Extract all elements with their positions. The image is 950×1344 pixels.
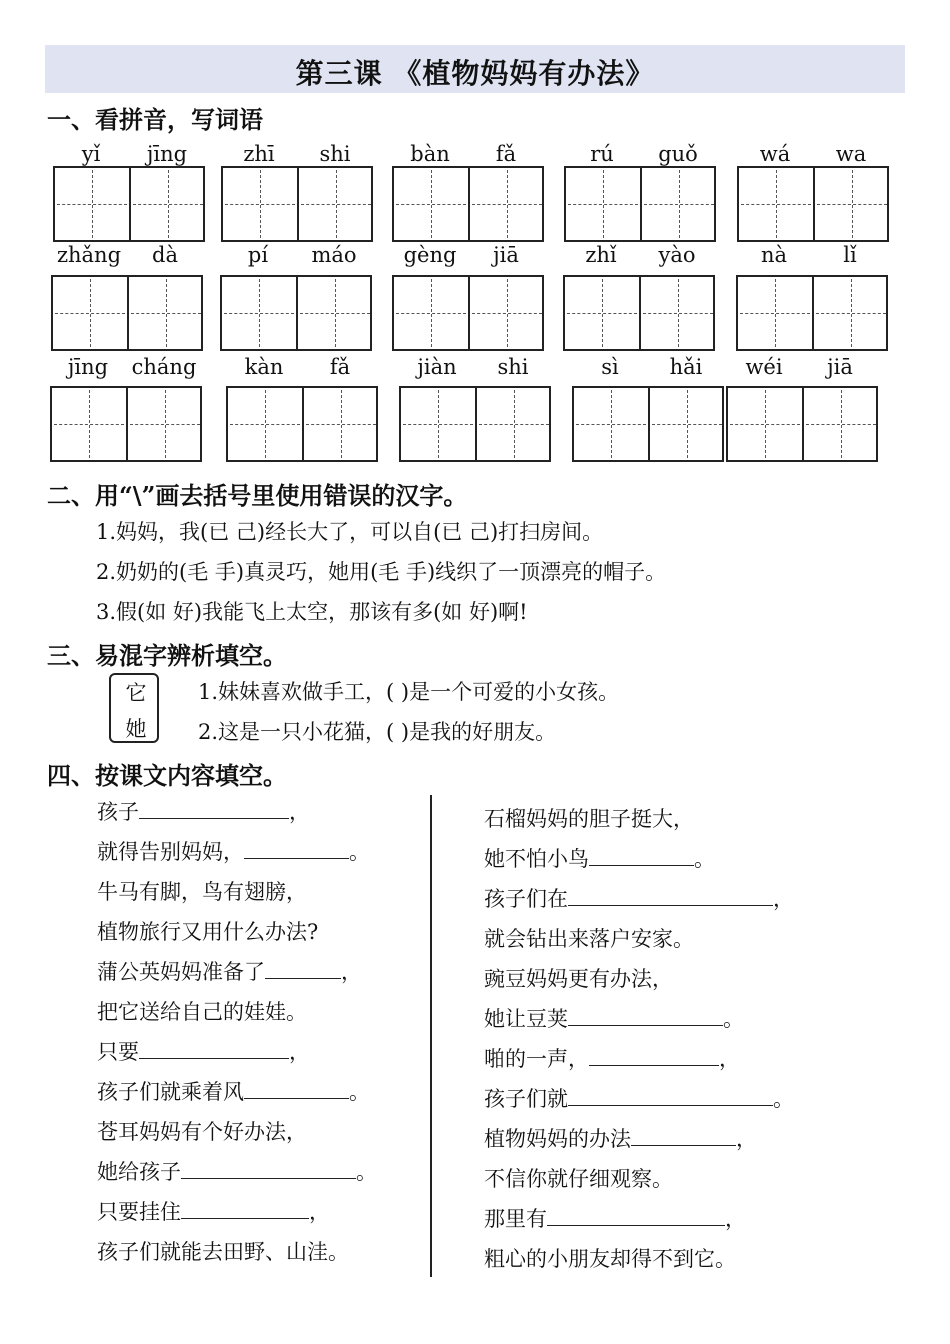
section-3-heading: 三、易混字辨析填空。 bbox=[47, 641, 287, 670]
pinyin-syllable: shi bbox=[497, 355, 529, 379]
pinyin-syllable: shi bbox=[319, 142, 351, 166]
pinyin-syllable: fǎ bbox=[329, 355, 351, 379]
punctuation: ， bbox=[719, 1047, 740, 1071]
answer-blank[interactable] bbox=[139, 800, 289, 819]
answer-blank[interactable] bbox=[589, 847, 694, 866]
poem-text: 孩子 bbox=[97, 800, 139, 824]
pinyin-syllable: zhī bbox=[243, 142, 275, 166]
writing-cell[interactable] bbox=[574, 388, 648, 460]
answer-blank[interactable] bbox=[181, 1160, 356, 1179]
punctuation: ， bbox=[289, 1040, 310, 1064]
poem-line bbox=[97, 1116, 307, 1146]
pinyin-syllable: jīng bbox=[146, 142, 188, 166]
writing-cell[interactable] bbox=[223, 168, 297, 240]
column-divider bbox=[430, 795, 432, 1277]
writing-cell[interactable] bbox=[296, 277, 372, 349]
poem-text: 牛马有脚，鸟有翅膀， bbox=[97, 880, 307, 904]
poem-text: 孩子们就能去田野、山洼。 bbox=[97, 1240, 349, 1264]
writing-cell[interactable] bbox=[55, 168, 129, 240]
tianzige-box[interactable] bbox=[392, 166, 544, 242]
pinyin-pair bbox=[226, 355, 378, 383]
poem-line bbox=[484, 1003, 744, 1033]
pinyin-syllable: gèng bbox=[403, 243, 457, 267]
tianzige-box[interactable] bbox=[726, 386, 878, 462]
poem-line bbox=[484, 923, 694, 953]
poem-line bbox=[97, 1036, 310, 1066]
choice-ta-she: 她 bbox=[125, 717, 147, 741]
poem-text: 只要 bbox=[97, 1040, 139, 1064]
pinyin-syllable: hǎi bbox=[669, 355, 703, 379]
writing-cell[interactable] bbox=[565, 277, 639, 349]
correction-item-3: 3.假(如 好)我能飞上太空，那该有多(如 好)啊! bbox=[96, 600, 528, 624]
pinyin-pair bbox=[726, 355, 878, 383]
pinyin-pair bbox=[399, 355, 551, 383]
punctuation: ， bbox=[736, 1127, 757, 1151]
pinyin-pair bbox=[392, 243, 544, 271]
section-4-heading: 四、按课文内容填空。 bbox=[47, 761, 287, 790]
pinyin-syllable: dà bbox=[152, 243, 178, 267]
pinyin-syllable: zhǐ bbox=[585, 243, 617, 267]
tianzige-box[interactable] bbox=[564, 166, 716, 242]
writing-cell[interactable] bbox=[52, 388, 126, 460]
poem-line bbox=[484, 1243, 736, 1273]
poem-text: 孩子们就 bbox=[484, 1087, 568, 1111]
pinyin-syllable: cháng bbox=[131, 355, 197, 379]
pinyin-pair bbox=[736, 243, 888, 271]
poem-line bbox=[484, 1163, 673, 1193]
punctuation: ， bbox=[341, 960, 362, 984]
pinyin-syllable: kàn bbox=[244, 355, 284, 379]
pinyin-syllable: jiā bbox=[493, 243, 519, 267]
punctuation: ， bbox=[309, 1200, 330, 1224]
writing-cell[interactable] bbox=[401, 388, 475, 460]
writing-cell[interactable] bbox=[475, 388, 551, 460]
answer-blank[interactable] bbox=[568, 1007, 723, 1026]
pinyin-syllable: yǐ bbox=[81, 142, 101, 166]
poem-line bbox=[97, 796, 310, 826]
poem-text: 植物妈妈的办法 bbox=[484, 1127, 631, 1151]
writing-cell[interactable] bbox=[640, 168, 716, 240]
writing-cell[interactable] bbox=[648, 388, 724, 460]
tianzige-box[interactable] bbox=[736, 275, 888, 351]
writing-cell[interactable] bbox=[129, 168, 205, 240]
writing-cell[interactable] bbox=[812, 277, 888, 349]
tianzige-box[interactable] bbox=[563, 275, 715, 351]
answer-blank[interactable] bbox=[568, 887, 773, 906]
poem-text: 啪的一声， bbox=[484, 1047, 589, 1071]
tianzige-box[interactable] bbox=[392, 275, 544, 351]
pinyin-syllable: fǎ bbox=[495, 142, 517, 166]
punctuation: 。 bbox=[349, 1080, 370, 1104]
poem-line bbox=[484, 1203, 746, 1233]
punctuation: 。 bbox=[694, 847, 715, 871]
correction-item-2: 2.奶奶的(毛 手)真灵巧，她用(毛 手)线织了一顶漂亮的帽子。 bbox=[96, 560, 667, 584]
pinyin-pair bbox=[220, 243, 372, 271]
writing-cell[interactable] bbox=[297, 168, 373, 240]
poem-text: 豌豆妈妈更有办法， bbox=[484, 967, 673, 991]
poem-line bbox=[484, 1083, 794, 1113]
poem-text: 就得告别妈妈， bbox=[97, 840, 244, 864]
tianzige-box[interactable] bbox=[399, 386, 551, 462]
poem-line bbox=[484, 843, 715, 873]
poem-line bbox=[97, 876, 307, 906]
pinyin-syllable: bàn bbox=[410, 142, 450, 166]
pinyin-syllable: guǒ bbox=[658, 142, 698, 166]
punctuation: 。 bbox=[349, 840, 370, 864]
writing-cell[interactable] bbox=[738, 277, 812, 349]
writing-cell[interactable] bbox=[566, 168, 640, 240]
answer-blank[interactable] bbox=[139, 1040, 289, 1059]
writing-cell[interactable] bbox=[728, 388, 802, 460]
pinyin-pair bbox=[50, 355, 202, 383]
answer-blank[interactable] bbox=[244, 1080, 349, 1099]
pinyin-syllable: wa bbox=[835, 142, 867, 166]
tianzige-box[interactable] bbox=[737, 166, 889, 242]
poem-text: 粗心的小朋友却得不到它。 bbox=[484, 1247, 736, 1271]
poem-line bbox=[484, 883, 794, 913]
poem-line bbox=[97, 1236, 349, 1266]
pinyin-syllable: yào bbox=[658, 243, 696, 267]
poem-text: 她让豆荚 bbox=[484, 1007, 568, 1031]
tianzige-box[interactable] bbox=[51, 275, 203, 351]
writing-cell[interactable] bbox=[813, 168, 889, 240]
writing-cell[interactable] bbox=[394, 277, 468, 349]
writing-cell[interactable] bbox=[302, 388, 378, 460]
answer-blank[interactable] bbox=[547, 1207, 725, 1226]
answer-blank[interactable] bbox=[631, 1127, 736, 1146]
answer-blank[interactable] bbox=[568, 1087, 773, 1106]
writing-cell[interactable] bbox=[126, 388, 202, 460]
word-choice-box bbox=[109, 673, 159, 743]
poem-text: 她不怕小鸟 bbox=[484, 847, 589, 871]
pinyin-pair bbox=[51, 243, 203, 271]
tianzige-box[interactable] bbox=[220, 275, 372, 351]
pinyin-syllable: jiā bbox=[827, 355, 853, 379]
writing-cell[interactable] bbox=[53, 277, 127, 349]
answer-blank[interactable] bbox=[181, 1200, 309, 1219]
answer-blank[interactable] bbox=[244, 840, 349, 859]
poem-line bbox=[97, 956, 362, 986]
poem-line bbox=[484, 1043, 740, 1073]
correction-item-1: 1.妈妈，我(已 己)经长大了，可以自(已 己)打扫房间。 bbox=[96, 520, 604, 544]
poem-line bbox=[97, 916, 318, 946]
writing-cell[interactable] bbox=[639, 277, 715, 349]
writing-cell[interactable] bbox=[228, 388, 302, 460]
pinyin-syllable: jiàn bbox=[417, 355, 457, 379]
pinyin-syllable: rú bbox=[590, 142, 614, 166]
pinyin-syllable: pí bbox=[247, 243, 269, 267]
answer-blank[interactable] bbox=[265, 960, 341, 979]
writing-cell[interactable] bbox=[739, 168, 813, 240]
pinyin-syllable: wéi bbox=[745, 355, 783, 379]
pinyin-syllable: lǐ bbox=[843, 243, 857, 267]
poem-text: 石榴妈妈的胆子挺大， bbox=[484, 807, 694, 831]
poem-line bbox=[484, 1123, 757, 1153]
poem-line bbox=[97, 1076, 370, 1106]
poem-text: 苍耳妈妈有个好办法， bbox=[97, 1120, 307, 1144]
tianzige-box[interactable] bbox=[221, 166, 373, 242]
poem-text: 她给孩子 bbox=[97, 1160, 181, 1184]
poem-line bbox=[97, 1156, 377, 1186]
poem-text: 孩子们在 bbox=[484, 887, 568, 911]
pinyin-syllable: wá bbox=[759, 142, 791, 166]
poem-line bbox=[97, 996, 307, 1026]
punctuation: 。 bbox=[723, 1007, 744, 1031]
pinyin-syllable: nà bbox=[760, 243, 788, 267]
fill-item-2: 2.这是一只小花猫，( )是我的好朋友。 bbox=[198, 720, 557, 744]
punctuation: 。 bbox=[773, 1087, 794, 1111]
poem-text: 不信你就仔细观察。 bbox=[484, 1167, 673, 1191]
poem-line bbox=[97, 836, 370, 866]
pinyin-syllable: jīng bbox=[67, 355, 109, 379]
writing-cell[interactable] bbox=[468, 277, 544, 349]
punctuation: 。 bbox=[356, 1160, 377, 1184]
pinyin-pair bbox=[563, 243, 715, 271]
page-title: 第三课 《植物妈妈有办法》 bbox=[295, 57, 655, 90]
pinyin-syllable: zhǎng bbox=[56, 243, 122, 267]
poem-text: 就会钻出来落户安家。 bbox=[484, 927, 694, 951]
writing-cell[interactable] bbox=[394, 168, 468, 240]
poem-text: 植物旅行又用什么办法? bbox=[97, 920, 319, 944]
poem-text: 蒲公英妈妈准备了 bbox=[97, 960, 265, 984]
tianzige-box[interactable] bbox=[572, 386, 724, 462]
writing-cell[interactable] bbox=[802, 388, 878, 460]
tianzige-box[interactable] bbox=[53, 166, 205, 242]
poem-text: 把它送给自己的娃娃。 bbox=[97, 1000, 307, 1024]
poem-line bbox=[484, 803, 694, 833]
punctuation: ， bbox=[725, 1207, 746, 1231]
writing-cell[interactable] bbox=[222, 277, 296, 349]
answer-blank[interactable] bbox=[589, 1047, 719, 1066]
poem-text: 只要挂住 bbox=[97, 1200, 181, 1224]
pinyin-pair bbox=[572, 355, 724, 383]
writing-cell[interactable] bbox=[127, 277, 203, 349]
pinyin-syllable: sì bbox=[601, 355, 619, 379]
choice-ta-it: 它 bbox=[125, 681, 147, 705]
fill-item-1: 1.妹妹喜欢做手工，( )是一个可爱的小女孩。 bbox=[198, 680, 620, 704]
poem-text: 那里有 bbox=[484, 1207, 547, 1231]
punctuation: ， bbox=[289, 800, 310, 824]
section-1-heading: 一、看拼音，写词语 bbox=[47, 105, 263, 134]
tianzige-box[interactable] bbox=[50, 386, 202, 462]
poem-line bbox=[97, 1196, 330, 1226]
pinyin-syllable: máo bbox=[311, 243, 357, 267]
section-2-heading: 二、用“\”画去括号里使用错误的汉字。 bbox=[47, 481, 468, 510]
poem-text: 孩子们就乘着风 bbox=[97, 1080, 244, 1104]
poem-line bbox=[484, 963, 673, 993]
writing-cell[interactable] bbox=[468, 168, 544, 240]
punctuation: ， bbox=[773, 887, 794, 911]
tianzige-box[interactable] bbox=[226, 386, 378, 462]
